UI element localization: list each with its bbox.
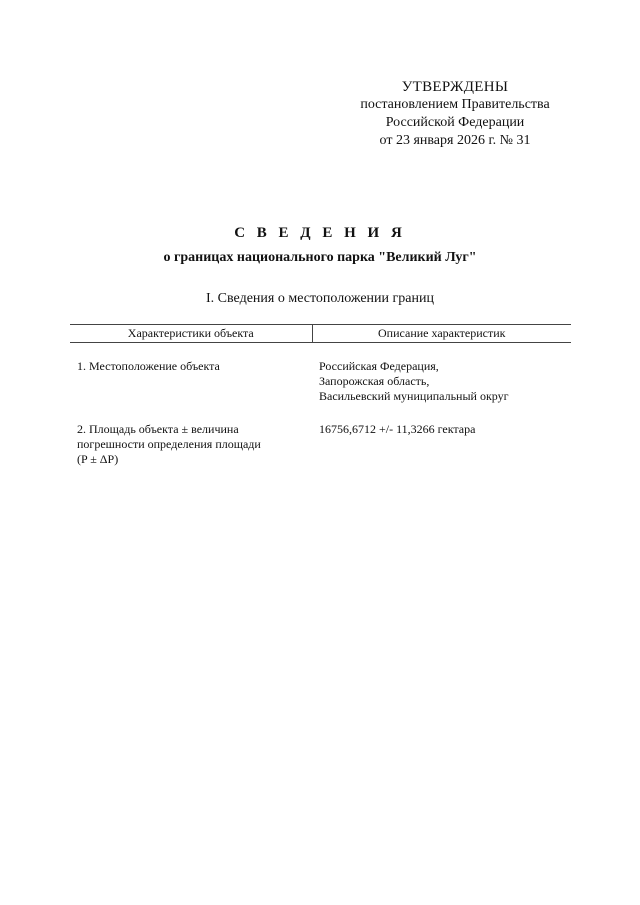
characteristic-line: погрешности определения площади xyxy=(77,437,261,451)
header-characteristics: Характеристики объекта xyxy=(70,325,313,342)
row-characteristic xyxy=(70,422,312,467)
characteristic-line: 1. Местоположение объекта xyxy=(77,359,220,373)
approval-line-2: Российской Федерации xyxy=(385,115,525,130)
table-row xyxy=(70,359,571,404)
description-line: Васильевский муниципальный округ xyxy=(319,389,509,403)
characteristic-line: 2. Площадь объекта ± величина xyxy=(77,422,239,436)
approval-line-1: постановлением Правительства xyxy=(360,97,550,112)
table-row xyxy=(70,422,571,467)
row-characteristic xyxy=(70,359,312,404)
row-description xyxy=(312,422,571,467)
characteristics-table xyxy=(70,324,571,467)
table-header xyxy=(70,324,571,343)
description-line: 16756,6712 +/- 11,3266 гектара xyxy=(319,422,476,436)
section-heading: I. Сведения о местоположении границ xyxy=(206,291,434,306)
approval-line-3: от 23 января 2026 г. № 31 xyxy=(379,133,531,148)
document-subtitle: о границах национального парка "Великий Луг" xyxy=(163,250,477,265)
row-description xyxy=(312,359,571,404)
description-line: Российская Федерация, xyxy=(319,359,439,373)
approval-heading: УТВЕРЖДЕНЫ xyxy=(401,79,509,95)
characteristic-line: (P ± ΔP) xyxy=(77,452,119,466)
document-title: С В Е Д Е Н И Я xyxy=(234,225,406,241)
header-description: Описание характеристик xyxy=(378,326,506,340)
description-line: Запорожская область, xyxy=(319,374,430,388)
approval-block xyxy=(330,78,580,150)
